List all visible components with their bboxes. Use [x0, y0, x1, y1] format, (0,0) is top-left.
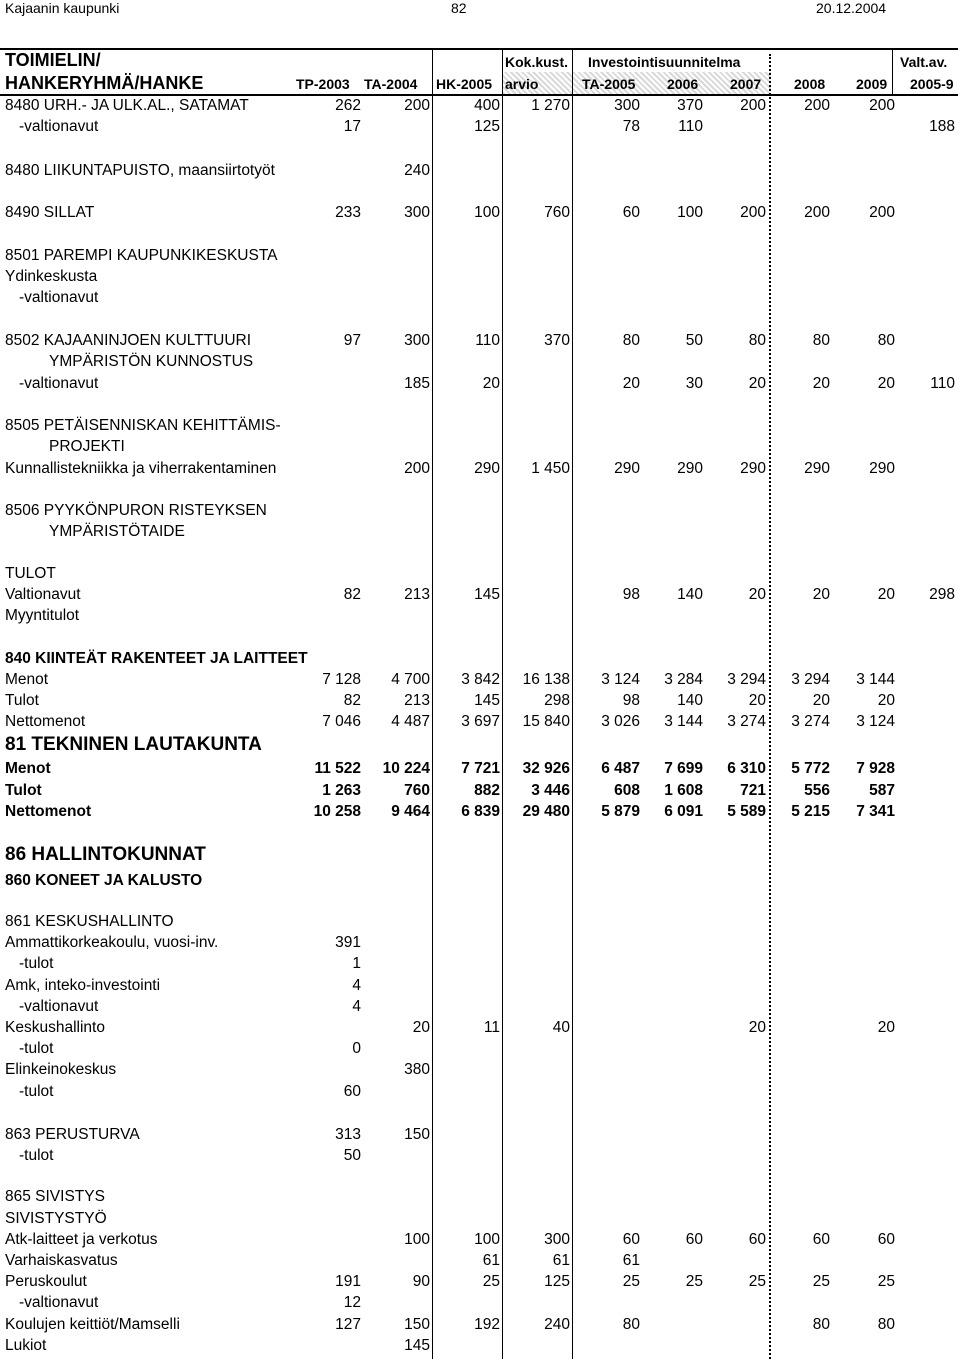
cell-ta-2005: 290 — [614, 460, 640, 477]
row-label: 86 HALLINTOKUNNAT — [5, 844, 206, 865]
cell-2008: 290 — [804, 460, 830, 477]
row-label: 8505 PETÄISENNISKAN KEHITTÄMIS- — [5, 417, 281, 434]
table-row — [0, 690, 960, 711]
row-label: 8490 SILLAT — [5, 204, 95, 221]
cell-hk-2005: 61 — [482, 1252, 500, 1269]
cell-kok-kust: 760 — [544, 204, 570, 221]
cell-ta-2005: 6 487 — [601, 760, 640, 777]
cell-tp-2003: 7 128 — [322, 671, 361, 688]
table-row — [0, 648, 960, 669]
row-label: Tulot — [5, 782, 42, 799]
cell-ta-2004: 213 — [404, 692, 430, 709]
cell-2007: 3 294 — [727, 671, 766, 688]
row-label: Keskushallinto — [5, 1019, 105, 1036]
table-row — [0, 1186, 960, 1207]
cell-tp-2003: 82 — [343, 586, 361, 603]
row-label: 81 TEKNINEN LAUTAKUNTA — [5, 734, 262, 755]
row-label: 861 KESKUSHALLINTO — [5, 913, 174, 930]
cell-2007: 20 — [748, 1019, 766, 1036]
cell-hk-2005: 20 — [482, 375, 500, 392]
table-row — [0, 996, 960, 1017]
cell-tp-2003: 7 046 — [322, 713, 361, 730]
row-label: 865 SIVISTYS — [5, 1188, 105, 1205]
row-label: Valtionavut — [5, 586, 81, 603]
cell-tp-2003: 97 — [343, 332, 361, 349]
cell-kok-kust: 61 — [552, 1252, 570, 1269]
table-row — [0, 911, 960, 932]
row-label: -valtionavut — [19, 998, 99, 1015]
cell-2007: 80 — [748, 332, 766, 349]
cell-hk-2005: 6 839 — [461, 803, 500, 820]
cell-ta-2005: 80 — [622, 332, 640, 349]
cell-2009: 3 144 — [856, 671, 895, 688]
table-row — [0, 521, 960, 542]
table-row — [0, 953, 960, 974]
cell-kok-kust: 29 480 — [522, 803, 570, 820]
table-row — [0, 734, 960, 755]
row-label: -tulot — [19, 1040, 54, 1057]
table-row — [0, 1145, 960, 1166]
cell-2006: 100 — [677, 204, 703, 221]
cell-hk-2005: 125 — [474, 118, 500, 135]
cell-tp-2003: 1 — [352, 955, 361, 972]
cell-hk-2005: 7 721 — [461, 760, 500, 777]
table-row — [0, 351, 960, 372]
table-row — [0, 287, 960, 308]
row-label: 860 KONEET JA KALUSTO — [5, 872, 203, 889]
cell-ta-2005: 98 — [622, 692, 640, 709]
header-2005-9: 2005-9 — [910, 76, 954, 92]
cell-kok-kust: 32 926 — [522, 760, 570, 777]
row-label: -tulot — [19, 955, 54, 972]
table-row — [0, 1017, 960, 1038]
cell-tp-2003: 191 — [335, 1273, 361, 1290]
row-label: Varhaiskasvatus — [5, 1252, 118, 1269]
cell-hk-2005: 110 — [475, 332, 500, 349]
cell-ta-2005: 25 — [622, 1273, 640, 1290]
cell-2007: 60 — [748, 1231, 766, 1248]
row-label: Kunnallistekniikka ja viherrakentaminen — [5, 460, 277, 477]
cell-ta-2004: 150 — [404, 1126, 430, 1143]
cell-2007: 20 — [748, 692, 766, 709]
header-hk-2005: HK-2005 — [436, 76, 493, 92]
table-row — [0, 975, 960, 996]
cell-2006: 110 — [678, 118, 703, 135]
cell-2006: 140 — [677, 692, 703, 709]
header-2008: 2008 — [794, 76, 826, 92]
table-row — [0, 932, 960, 953]
row-label: -tulot — [19, 1147, 54, 1164]
cell-ta-2004: 4 700 — [391, 671, 430, 688]
cell-tp-2003: 0 — [352, 1040, 361, 1057]
table-row — [0, 1081, 960, 1102]
cell-ta-2005: 300 — [614, 97, 640, 114]
row-label: TULOT — [5, 565, 56, 582]
row-label: Myyntitulot — [5, 607, 80, 624]
cell-2008: 200 — [804, 204, 830, 221]
cell-ta-2004: 185 — [404, 375, 430, 392]
page-header-date: 20.12.2004 — [816, 0, 887, 16]
row-label: Menot — [5, 671, 49, 688]
row-label: Elinkeinokeskus — [5, 1061, 117, 1078]
row-label: Nettomenot — [5, 803, 92, 820]
row-label: 8502 KAJAANINJOEN KULTTUURI — [5, 332, 252, 349]
cell-hk-2005: 100 — [474, 204, 500, 221]
row-label: -valtionavut — [19, 375, 99, 392]
cell-ta-2005: 608 — [614, 782, 640, 799]
table-row — [0, 245, 960, 266]
cell-2007: 200 — [740, 97, 766, 114]
row-label: Lukiot — [5, 1337, 47, 1354]
header-kok-kust: Kok.kust. — [505, 54, 569, 70]
cell-ta-2005: 3 026 — [601, 713, 640, 730]
cell-2008: 3 274 — [791, 713, 830, 730]
table-row — [0, 500, 960, 521]
cell-valt-av: 188 — [929, 118, 955, 135]
cell-tp-2003: 127 — [335, 1316, 361, 1333]
table-row — [0, 1250, 960, 1271]
row-label: Ydinkeskusta — [5, 268, 98, 285]
cell-2006: 60 — [685, 1231, 703, 1248]
table-row — [0, 266, 960, 287]
cell-ta-2004: 200 — [404, 460, 430, 477]
cell-kok-kust: 16 138 — [522, 671, 570, 688]
cell-ta-2005: 80 — [622, 1316, 640, 1333]
cell-2007: 200 — [740, 204, 766, 221]
cell-ta-2004: 213 — [404, 586, 430, 603]
cell-ta-2004: 10 224 — [382, 760, 430, 777]
cell-tp-2003: 11 522 — [314, 760, 361, 777]
cell-kok-kust: 3 446 — [531, 782, 570, 799]
row-label: YMPÄRISTÖTAIDE — [49, 523, 185, 540]
cell-kok-kust: 125 — [544, 1273, 570, 1290]
cell-tp-2003: 391 — [335, 934, 361, 951]
cell-2009: 60 — [877, 1231, 895, 1248]
cell-2009: 7 928 — [856, 760, 895, 777]
cell-2007: 721 — [740, 782, 766, 799]
cell-hk-2005: 25 — [482, 1273, 500, 1290]
row-label: Ammattikorkeakoulu, vuosi-inv. — [5, 934, 219, 951]
cell-2008: 5 215 — [791, 803, 830, 820]
cell-tp-2003: 313 — [335, 1126, 361, 1143]
cell-2009: 290 — [869, 460, 895, 477]
cell-2006: 290 — [677, 460, 703, 477]
table-row — [0, 202, 960, 223]
cell-tp-2003: 60 — [343, 1083, 361, 1100]
cell-tp-2003: 17 — [343, 118, 361, 135]
row-label: SIVISTYSTYÖ — [5, 1210, 107, 1227]
cell-2007: 5 589 — [727, 803, 766, 820]
cell-2007: 20 — [748, 375, 766, 392]
cell-2006: 50 — [685, 332, 703, 349]
header-ta-2005: TA-2005 — [582, 76, 636, 92]
cell-valt-av: 110 — [930, 375, 955, 392]
cell-2006: 6 091 — [664, 803, 703, 820]
cell-hk-2005: 290 — [474, 460, 500, 477]
cell-2007: 6 310 — [727, 760, 766, 777]
row-label: 863 PERUSTURVA — [5, 1126, 140, 1143]
cell-hk-2005: 3 697 — [461, 713, 500, 730]
row-label: 8480 URH.- JA ULK.AL., SATAMAT — [5, 97, 249, 114]
table-row — [0, 584, 960, 605]
header-2009: 2009 — [856, 76, 888, 92]
table-row — [0, 1229, 960, 1250]
cell-2009: 7 341 — [856, 803, 895, 820]
cell-2006: 30 — [685, 375, 703, 392]
cell-2009: 25 — [877, 1273, 895, 1290]
cell-ta-2004: 4 487 — [391, 713, 430, 730]
cell-tp-2003: 10 258 — [313, 803, 361, 820]
cell-ta-2005: 78 — [622, 118, 640, 135]
row-label: 8506 PYYKÖNPURON RISTEYKSEN — [5, 502, 267, 519]
row-label: Nettomenot — [5, 713, 86, 730]
cell-kok-kust: 370 — [544, 332, 570, 349]
table-row — [0, 1335, 960, 1356]
header-2006: 2006 — [667, 76, 699, 92]
cell-2006: 1 608 — [664, 782, 703, 799]
header-title-line1: TOIMIELIN/ — [5, 50, 101, 70]
table-row — [0, 1314, 960, 1335]
table-row — [0, 373, 960, 394]
cell-2008: 200 — [804, 97, 830, 114]
cell-hk-2005: 145 — [474, 586, 500, 603]
page-header-left: Kajaanin kaupunki — [5, 0, 120, 16]
header-tp-2003: TP-2003 — [296, 76, 350, 92]
cell-ta-2004: 380 — [404, 1061, 430, 1078]
table-row — [0, 330, 960, 351]
table-row — [0, 160, 960, 181]
cell-hk-2005: 100 — [474, 1231, 500, 1248]
row-label: -tulot — [19, 1083, 54, 1100]
cell-2009: 20 — [877, 692, 895, 709]
cell-ta-2004: 90 — [412, 1273, 430, 1290]
table-row — [0, 844, 960, 865]
cell-2006: 370 — [677, 97, 703, 114]
row-label: -valtionavut — [19, 1294, 99, 1311]
header-arvio: arvio — [505, 76, 539, 92]
cell-kok-kust: 15 840 — [522, 713, 570, 730]
cell-2009: 200 — [869, 204, 895, 221]
page-header-page-number: 82 — [451, 0, 467, 16]
cell-ta-2005: 3 124 — [601, 671, 640, 688]
table-row — [0, 870, 960, 891]
cell-kok-kust: 300 — [544, 1231, 570, 1248]
cell-ta-2004: 300 — [404, 332, 430, 349]
row-label: -valtionavut — [19, 118, 99, 135]
cell-tp-2003: 233 — [335, 204, 361, 221]
cell-2008: 80 — [812, 1316, 830, 1333]
row-label: 8480 LIIKUNTAPUISTO, maansiirtotyöt — [5, 162, 275, 179]
row-label: Tulot — [5, 692, 39, 709]
cell-tp-2003: 4 — [352, 998, 361, 1015]
cell-2009: 20 — [877, 1019, 895, 1036]
table-row — [0, 1059, 960, 1080]
cell-2009: 80 — [877, 332, 895, 349]
table-row — [0, 758, 960, 779]
cell-2008: 5 772 — [791, 760, 830, 777]
table-row — [0, 116, 960, 137]
cell-ta-2005: 60 — [622, 204, 640, 221]
table-row — [0, 801, 960, 822]
row-label: YMPÄRISTÖN KUNNOSTUS — [49, 353, 254, 370]
table-row — [0, 1208, 960, 1229]
cell-hk-2005: 400 — [474, 97, 500, 114]
cell-ta-2004: 145 — [404, 1337, 430, 1354]
cell-hk-2005: 192 — [474, 1316, 500, 1333]
cell-2008: 60 — [812, 1231, 830, 1248]
table-row — [0, 1124, 960, 1145]
cell-hk-2005: 145 — [474, 692, 500, 709]
row-label: Amk, inteko-investointi — [5, 977, 161, 994]
cell-hk-2005: 11 — [483, 1019, 500, 1036]
cell-kok-kust: 40 — [552, 1019, 570, 1036]
cell-ta-2004: 300 — [404, 204, 430, 221]
cell-2007: 3 274 — [727, 713, 766, 730]
header-title-line2: HANKERYHMÄ/HANKE — [5, 73, 204, 93]
cell-2009: 200 — [869, 97, 895, 114]
cell-2006: 3 144 — [664, 713, 703, 730]
cell-tp-2003: 12 — [343, 1294, 361, 1311]
cell-2006: 140 — [677, 586, 703, 603]
header-investointisuunnitelma: Investointisuunnitelma — [588, 54, 741, 70]
cell-kok-kust: 298 — [544, 692, 570, 709]
cell-2009: 587 — [869, 782, 895, 799]
cell-ta-2005: 5 879 — [601, 803, 640, 820]
table-row — [0, 458, 960, 479]
cell-2008: 80 — [812, 332, 830, 349]
cell-tp-2003: 262 — [335, 97, 361, 114]
header-2007: 2007 — [730, 76, 762, 92]
cell-2009: 80 — [877, 1316, 895, 1333]
cell-2006: 7 699 — [664, 760, 703, 777]
cell-2008: 20 — [812, 586, 830, 603]
row-label: Koulujen keittiöt/Mamselli — [5, 1316, 180, 1333]
table-row — [0, 415, 960, 436]
cell-2007: 290 — [740, 460, 766, 477]
cell-tp-2003: 50 — [343, 1147, 361, 1164]
cell-hk-2005: 3 842 — [461, 671, 500, 688]
cell-tp-2003: 4 — [352, 977, 361, 994]
cell-2009: 20 — [877, 375, 895, 392]
row-label: -valtionavut — [19, 289, 99, 306]
cell-2009: 20 — [877, 586, 895, 603]
table-row — [0, 95, 960, 116]
cell-2008: 20 — [812, 692, 830, 709]
cell-kok-kust: 1 450 — [531, 460, 570, 477]
cell-2007: 20 — [748, 586, 766, 603]
cell-ta-2004: 200 — [404, 97, 430, 114]
row-label: 8501 PAREMPI KAUPUNKIKESKUSTA — [5, 247, 278, 264]
cell-tp-2003: 1 263 — [322, 782, 361, 799]
cell-ta-2004: 150 — [404, 1316, 430, 1333]
cell-2009: 3 124 — [856, 713, 895, 730]
table-row — [0, 1271, 960, 1292]
cell-ta-2004: 760 — [404, 782, 430, 799]
cell-tp-2003: 82 — [343, 692, 361, 709]
row-label: 840 KIINTEÄT RAKENTEET JA LAITTEET — [5, 650, 308, 667]
cell-2006: 3 284 — [664, 671, 703, 688]
cell-ta-2005: 61 — [622, 1252, 640, 1269]
header-valt-av: Valt.av. — [900, 54, 948, 70]
cell-2006: 25 — [685, 1273, 703, 1290]
table-row — [0, 563, 960, 584]
cell-ta-2005: 98 — [622, 586, 640, 603]
table-row — [0, 436, 960, 457]
header-ta-2004: TA-2004 — [364, 76, 418, 92]
cell-ta-2004: 100 — [404, 1231, 430, 1248]
cell-valt-av: 298 — [929, 586, 955, 603]
cell-2008: 25 — [812, 1273, 830, 1290]
cell-2008: 556 — [804, 782, 830, 799]
table-row — [0, 1038, 960, 1059]
table-row — [0, 669, 960, 690]
cell-2008: 3 294 — [791, 671, 830, 688]
cell-2007: 25 — [748, 1273, 766, 1290]
table-row — [0, 711, 960, 732]
row-label: Peruskoulut — [5, 1273, 87, 1290]
cell-2008: 20 — [812, 375, 830, 392]
table-row — [0, 780, 960, 801]
cell-ta-2004: 9 464 — [391, 803, 430, 820]
cell-kok-kust: 240 — [544, 1316, 570, 1333]
cell-hk-2005: 882 — [474, 782, 500, 799]
row-label: Menot — [5, 760, 51, 777]
cell-kok-kust: 1 270 — [531, 97, 570, 114]
cell-ta-2004: 20 — [412, 1019, 430, 1036]
row-label: Atk-laitteet ja verkotus — [5, 1231, 158, 1248]
cell-ta-2005: 20 — [622, 375, 640, 392]
table-row — [0, 1292, 960, 1313]
cell-ta-2005: 60 — [622, 1231, 640, 1248]
cell-ta-2004: 240 — [404, 162, 430, 179]
table-row — [0, 605, 960, 626]
row-label: PROJEKTI — [49, 438, 125, 455]
